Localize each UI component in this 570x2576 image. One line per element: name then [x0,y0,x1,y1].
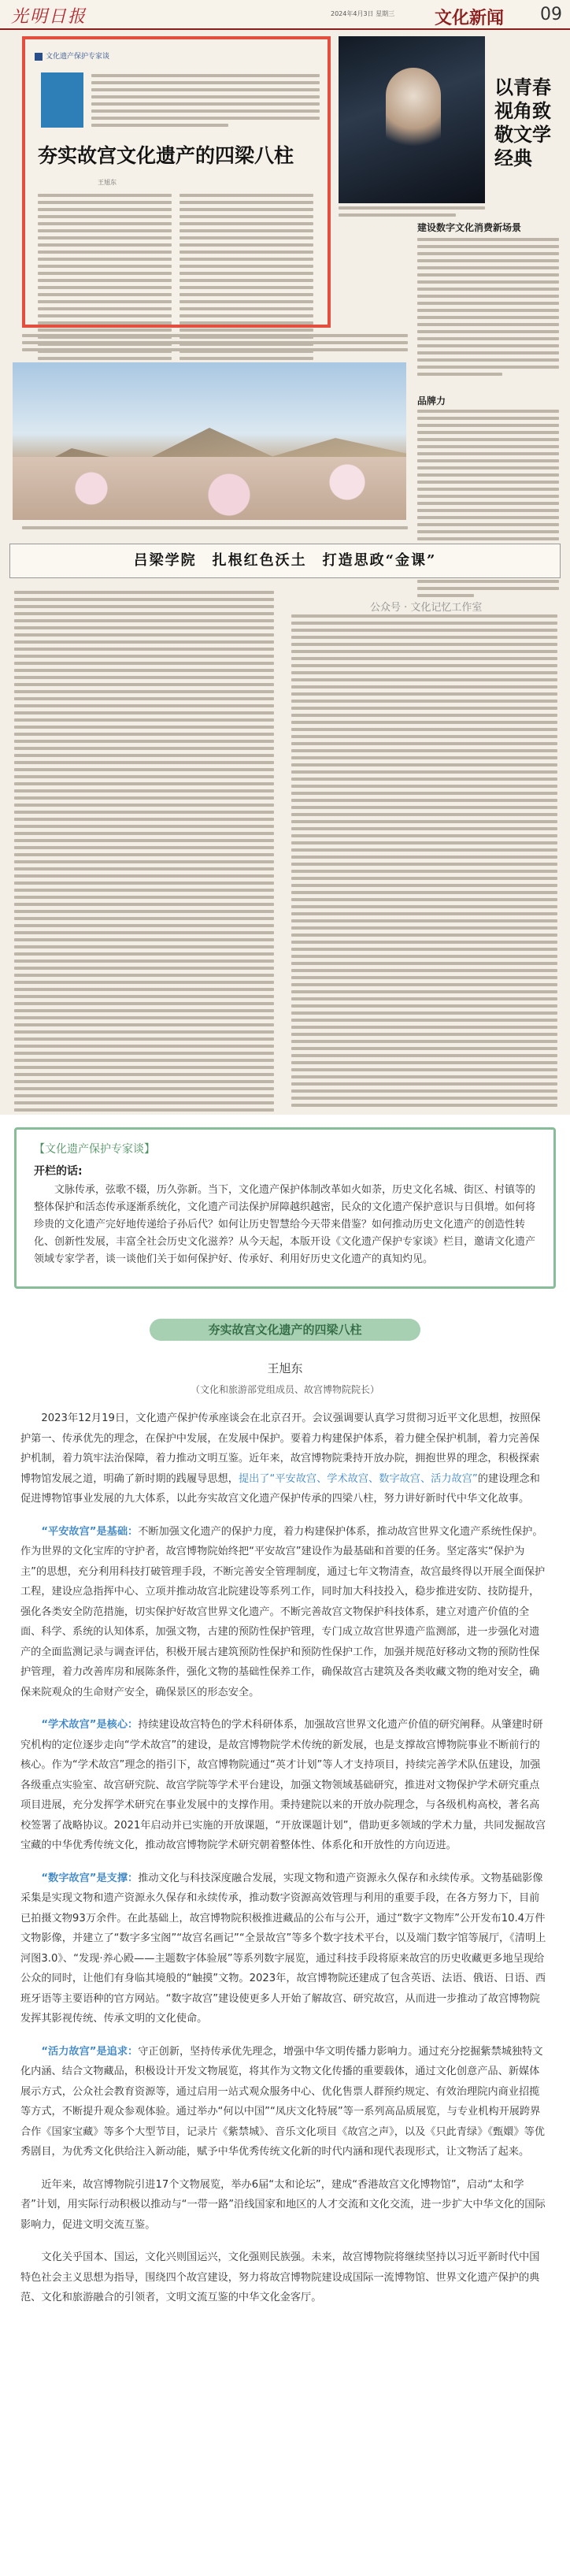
masthead-date: 2024年4月3日 星期三 [331,10,395,17]
section-title: 文化新闻 [435,8,505,28]
lower-col-2 [291,614,557,1111]
intro-heading: 开栏的话: [34,1165,83,1178]
article-title-bar [0,1306,570,1353]
highlight-text: 提出了“平安故宫、学术故宫、数字故宫、活力故宫” [238,1472,478,1485]
section-lead: “数字故宫”是支撑： [41,1872,139,1884]
author-affiliation: （文化和旅游部党组成员、故宫博物院院长） [190,1384,379,1395]
column-badge [41,72,83,128]
section-lead: “平安故宫”是基础： [41,1525,139,1538]
paragraph-1: 2023年12月19日，文化遗产保护传承座谈会在北京召开。会议强调要认真学习贯彻习近平文化思想，按照保护第一、传承优先的理念，在保护中发展，在发展中保护。要着力构建保护体系，着力健全保护机制，着力完善保护机制，着力筑牢法治保障，着力推动文明互鉴。近年来，故宫博物院秉持开放办院，拥抱世界的理念，积极探索博物馆发展之道，明确了新时期的践履导思想，提出了“平安故宫、学术故宫、数字故宫、活力故宫”的建设理念和促进博物馆事业发展的九大体系，以此夯实故宫文化遗产保护传承的四梁八柱，努力讲好新时代中华文化故事。 [20,1412,541,1505]
column-intro-box [14,1127,556,1289]
dancer-figure [386,68,441,162]
page-text-band [22,334,408,355]
intro-section [0,1115,570,1289]
section-lead: “学术故宫”是核心： [41,1719,139,1731]
boxed-headline: 夯实故宫文化遗产的四梁八柱 [38,144,294,167]
boxed-byline: 王旭东 [98,179,117,186]
watermark-text: 公众号 · 文化记忆工作室 [370,602,483,614]
right-col-heading: 建设数字文化消费新场景 [417,222,522,233]
paragraph-conclusion: 文化关乎国本、国运，文化兴则国运兴，文化强则民族强。未来，故宫博物院将继续坚持以习近平新时代中国特色社会主义思想为指导，围绕四个故宫建设，努力将故宫博物院建设成国际一流博物馆、世界文化遗产保护的典范、文化和旅游融合的引领者，文明文流互鉴的中华文化金客厅。 [20,2251,540,2303]
newspaper-page-scan [0,0,570,1115]
newspaper-logo: 光明日报 [11,7,87,27]
photo-caption-lines [339,206,485,221]
spring-blossoms [13,457,406,520]
highlighted-article-box [22,36,331,328]
intro-text-block [91,74,320,131]
column-tag-text: 文化遗产保护专家谈 [46,53,110,61]
paragraph-safe-palace: “平安故宫”是基础：不断加强文化遗产的保护力度，着力构建保护体系，推动故宫世界文化遗产系统性保护。作为世界的文化宝库的守护者，故宫博物院始终把“平安故宫”建设作为最基础和首要的任务。坚定落实“保护为主”的思想，充分利用科技打破管理手段，不断完善安全管理制度，通过七年文物清查，故宫最终得以开展全面保护工程，建设应急指挥中心、立项并推动故宫北院建设等系列工作，同时加大科技投入，稳步推进安防、技防提升，强化各类安全防范措施，切实保护好故宫世界文化遗产。不断完善故宫文物保护科技体系，建立对遗产价值的全面、科学、系统的认知体系，加强文物，古建的预防性保护管理，专门成立故宫世界遗产监测部，进一步强化对遗产的全面监测记录与调查评估，积极开展古建筑预防性保护和预防性保护工作，加强并规范好移动文物的预防性保护管理，着力改善库房和展陈条件，强化文物的基础性保养工作，确保故宫古建筑及各类收藏文物的绝对安全，确保来院观众的生命财产安全，确保景区的形态安全。 [20,1525,546,1698]
side-headline: 以青春视角致敬文学经典 [494,76,551,169]
great-wall-photo [13,362,406,520]
college-banner [9,544,561,578]
tag-square-icon [35,53,43,61]
page-number: 09 [540,5,562,24]
banner-text: 吕梁学院 扎根红色沃土 打造思政“金课” [133,552,437,569]
right-col-text [417,238,559,380]
dance-performance-photo [339,36,485,203]
column-tag [35,50,109,61]
paragraph-academic-palace: “学术故宫”是核心：持续建设故宫特色的学术科研体系，加强故宫世界文化遗产价值的研究阐释。从肇建时研究机构的定位逐步走向“学术故宫”的建设，是故宫博物院学术传统的新发展，也是支撑故宫博物院事业不断前行的核心。作为“学术故宫”理念的指引下，故宫博物院通过“英才计划”等人才支持项目，持续完善学术队伍建设，加强各级重点实验室、故宫研究院、故宫学院等学术平台建设，加强文物领域基础研究，推进对文物保护学术研究重点项目进展，充分发挥学术研究在事业发展中的支撑作用。秉持建院以来的开放办院理念，与各级机构高校，著名高校签署了战略协议。2021年启动并已实施的开放课题，“开放课题计划”，借助更多领域的学术力量，共同发掘故宫宝藏的中华优秀传统文化，推动故宫博物院学术研究朝着整体性、体系化和开放性的方向迈进。 [20,1719,546,1851]
paragraph-international: 近年来，故宫博物院引进17个文物展览，举办6届“太和论坛”，建成“香港故宫文化博物馆”，启动“太和学者”计划，用实际行动积极以推动与“一带一路”沿线国家和地区的人才交流和文化交流，进一步扩大中华文化的国际影响力，促进文明交流互鉴。 [20,2178,546,2231]
section-lead: “活力故宫”是追求： [41,2045,139,2058]
caption-band [22,526,408,533]
paragraph-vibrant-palace: “活力故宫”是追求：守正创新，坚持传承优先理念，增强中华文明传播力影响力。通过充分挖掘紫禁城独特文化内涵、结合文物藏品，积极设计开发文物展览，将其作为文物文化传播的重要载体，通过文化创意产品、新媒体展示方式，公众社会教育资源等，通过启用一站式观众服务中心、优化售票人群预约规定、有效治理院内商业招揽等方式，不断提升观众参观体验。通过举办“何以中国”“凤庆文化特展”等一系列高品质展览，与专业机构开展跨界合作《国家宝藏》等多个大型节目，记录片《紫禁城》、音乐文化项目《故宫之声》，以及《只此青绿》《甄嬛》等优秀剧目，为优秀文化供给注入新动能，赋予中华优秀传统文化新的时代内涵和现代表现形式，让文物活了起来。 [20,2045,545,2158]
intro-tag: 【文化遗产保护专家谈】 [34,1143,155,1156]
intro-body: 文脉传承，弦歌不辍，历久弥新。当下，文化遗产保护体制改革如火如荼，历史文化名城、街区、村镇等的整体保护和活态传承逐渐系统化，文化遗产司法保护屏障越织越密，民众的文化遗产保护意识与日俱增。如何将珍贵的文化遗产完好地传递给子孙后代？如何让历史智慧给今天带来借鉴？如何推动历史文化遗产的创造性转化、创新性发展，丰富全社会历史文化滋养？从今天起，本版开设《文化遗产保护专家谈》栏目，邀请文化遗产领域专家学者，谈一谈他们关于如何保护好、传承好、利用好历史文化遗产的真知灼见。 [34,1184,536,1265]
article-author: 王旭东 [267,1361,303,1375]
lower-col-1 [14,591,274,1115]
paragraph-digital-palace: “数字故宫”是支撑：推动文化与科技深度融合发展，实现文物和遗产资源永久保存和永续传承。文物基础影像采集是实现文物和遗产资源永久保存和永续传承，推动数字资源高效管理与利用的重要手段，在各方努力下，目前已拍摄文物93万余件。在此基础上，故宫博物院积极推进藏品的公布与公开，通过“数字文物库”公开发布10.4万件文物影像，并建立了“数字多宝阁”“故宫名画记”“全景故宫”等多个数字技术平台，以及端门数字馆等展厅，《清明上河图3.0》、“发现·养心殿——主题数字体验展”等系列数字展览，通过科技手段将原来故宫的历史收藏更多地呈现给公众的同时，让他们有身临其境般的“触摸”文物。2023年，故宫博物院还建成了包含英语、法语、俄语、日语、西班牙语等主要语种的官方网站。“数字故宫”建设使更多人开始了解故宫、研究故宫，从而进一步推动了故宫博物院发挥其影视传统、传承文明的文化使命。 [20,1872,546,2025]
article-title: 夯实故宫文化遗产的四梁八柱 [150,1319,420,1341]
newspaper-masthead [0,0,570,30]
right-col-heading-2: 品牌力 [417,395,446,406]
right-news-column [417,221,559,406]
